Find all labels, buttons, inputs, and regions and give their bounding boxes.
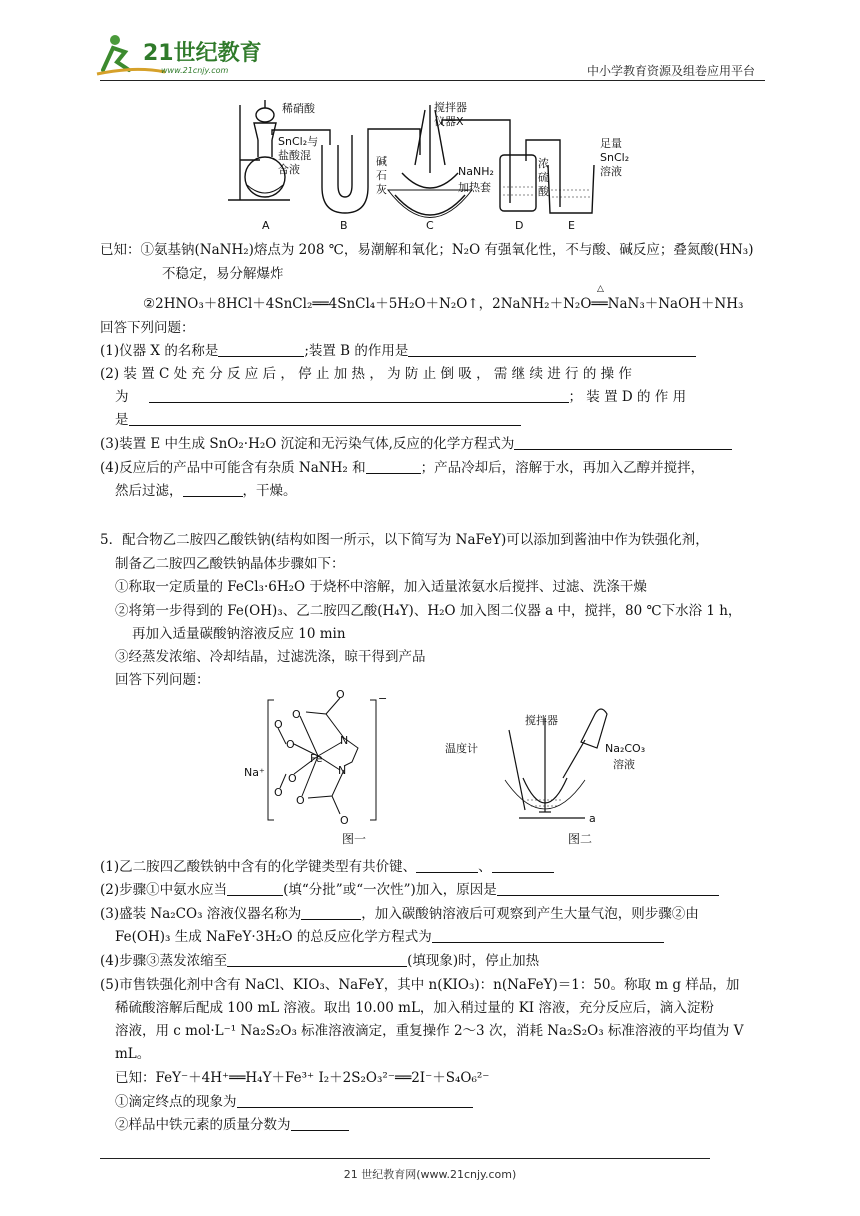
q4-p2-text-d: 是	[115, 412, 129, 428]
q4-part4a	[100, 458, 770, 478]
q4-p2-text-b: 为	[115, 389, 129, 405]
fig1-charge: −	[378, 692, 388, 705]
header-platform-text: 中小学教育资源及组卷应用平台	[586, 64, 755, 78]
label-b: B	[340, 219, 348, 232]
label-excess: 足量	[600, 137, 622, 150]
label-hno3: 稀硝酸	[282, 102, 315, 115]
fig2-label-a: a	[589, 812, 596, 825]
fig2-na2co3: Na₂CO₃	[605, 742, 646, 755]
q5-part1	[100, 857, 770, 877]
q4-p3-text: (3)装置 E 中生成 SnO₂·H₂O 沉淀和无污染气体,反应的化学方程式为	[100, 436, 515, 452]
q5-part3a	[100, 904, 770, 924]
q5-sub1	[115, 1092, 785, 1112]
q5-part5d: mL。	[115, 1046, 151, 1062]
q4-p1-text-b: ;装置 B 的作用是	[304, 343, 409, 359]
q4-p2-text-c: ； 装 置 D 的 作 用	[568, 389, 687, 405]
fig1-o-1: O	[292, 708, 301, 721]
label-h2so4: 浓	[538, 157, 549, 170]
q5-known: 已知：FeY⁻＋4H⁺══H₄Y＋Fe³⁺ I₂＋2S₂O₃²⁻══2I⁻＋S₄O₆²⁻	[115, 1070, 490, 1086]
blank-q5-5b[interactable]	[291, 1116, 349, 1131]
blank-q4-1b[interactable]	[408, 342, 696, 357]
q4-part2b	[115, 387, 785, 407]
q4-prompt: 回答下列问题：	[100, 320, 195, 336]
blank-q4-3[interactable]	[514, 435, 732, 450]
q4-part4b	[115, 481, 785, 501]
fig2-thermometer: 温度计	[445, 742, 478, 755]
label-e: E	[568, 219, 575, 232]
heat-mark: △	[597, 284, 604, 294]
figure-2-apparatus	[445, 700, 685, 830]
logo-text: 21世纪教育	[143, 41, 262, 66]
q5-prompt: 回答下列问题：	[115, 672, 210, 688]
fig1-na: Na⁺	[244, 766, 265, 779]
q5-p4-text-a: (4)步骤③蒸发浓缩至	[100, 953, 228, 969]
footer-text: 21 世纪教育网(www.21cnjy.com)	[343, 1168, 517, 1181]
q4-p1-text-a: (1)仪器 X 的名称是	[100, 343, 219, 359]
label-d: D	[515, 219, 524, 232]
q5-p3-text-a: (3)盛装 Na₂CO₃ 溶液仪器名称为	[100, 906, 302, 922]
label-sncl2-mix: SnCl₂与	[278, 135, 319, 148]
blank-q5-1a[interactable]	[416, 858, 478, 873]
q5-part5c: 溶液，用 c mol·L⁻¹ Na₂S₂O₃ 标准溶液滴定，重复操作 2～3 次，消耗 Na₂S₂O₃ 标准溶液的平均值为 V	[115, 1023, 744, 1039]
blank-q4-4a[interactable]	[366, 459, 421, 474]
q5-part2	[100, 880, 770, 900]
blank-q4-1a[interactable]	[218, 342, 304, 357]
figure-2-caption: 图二	[568, 832, 593, 846]
logo-url: www.21cnjy.com	[161, 66, 229, 75]
label-excess-2: SnCl₂	[600, 151, 630, 164]
q4-part2c	[115, 410, 785, 430]
fig1-n-2: N	[338, 764, 347, 777]
q5-step2b: 再加入适量碳酸钠溶液反应 10 min	[132, 626, 346, 642]
blank-q5-3b[interactable]	[432, 928, 664, 943]
label-nanh2: NaNH₂	[458, 165, 494, 178]
q4-known2	[143, 294, 813, 314]
q5-part3b	[115, 927, 785, 947]
blank-q4-4b[interactable]	[183, 482, 243, 497]
apparatus-diagram	[220, 95, 660, 235]
q4-p4-text-a: (4)反应后的产品中可能含有杂质 NaNH₂ 和	[100, 460, 366, 476]
fig1-o-5: O	[274, 718, 283, 731]
label-h2so4-3: 酸	[538, 185, 549, 198]
blank-q5-2a[interactable]	[227, 881, 283, 896]
q5-sub2-text: ②样品中铁元素的质量分数为	[115, 1117, 291, 1133]
blank-q4-2b[interactable]	[129, 411, 521, 426]
label-soda-lime-2: 石	[376, 169, 387, 182]
q4-known1a: 已知：①氨基钠(NaNH₂)熔点为 208 ℃，易潮解和氧化；N₂O 有强氧化性，不与酸、碱反应；叠氮酸(HN₃)	[100, 242, 754, 258]
fig1-o-2: O	[286, 738, 295, 751]
q5-step2a: ②将第一步得到的 Fe(OH)₃、乙二胺四乙酸(H₄Y)、H₂O 加入图二仪器 a 中，搅拌，80 ℃下水浴 1 h，	[115, 603, 742, 619]
q5-intro2: 制备乙二胺四乙酸铁钠晶体步骤如下：	[115, 556, 345, 572]
q5-p1-sep: 、	[478, 859, 492, 875]
footer-rule	[100, 1158, 710, 1159]
fig1-o-top: O	[336, 688, 345, 701]
q4-p4-text-d: ，干燥。	[242, 483, 297, 499]
figure-1-structure	[240, 688, 400, 828]
fig1-o-3: O	[288, 772, 297, 785]
q4-known1b: 不稳定，易分解爆炸	[162, 266, 284, 282]
blank-q5-5a[interactable]	[237, 1093, 473, 1108]
q5-p3-text-b: ，加入碳酸钠溶液后可观察到产生大量气泡，则步骤②由	[361, 906, 699, 922]
q4-part1	[100, 341, 770, 361]
label-heater: 加热套	[458, 181, 491, 194]
label-soda-lime: 碱	[376, 155, 387, 168]
logo	[95, 30, 265, 80]
q5-p2-text-b: (填“分批”或“一次性”)加入，原因是	[283, 882, 497, 898]
fig1-n-1: N	[340, 734, 349, 747]
q5-part5a: (5)市售铁强化剂中含有 NaCl、KIO₃、NaFeY，其中 n(KIO₃)：n(NaFeY)＝1：50。称取 m g 样品，加	[100, 977, 740, 993]
fig1-fe: Fe	[310, 752, 323, 765]
label-stirrer: 搅拌器	[434, 101, 467, 114]
q5-sub2	[115, 1115, 785, 1135]
q5-p3-text-c: Fe(OH)₃ 生成 NaFeY·3H₂O 的总反应化学方程式为	[115, 929, 432, 945]
q5-part5b: 稀硫酸溶解后配成 100 mL 溶液。取出 10.00 mL，加入稍过量的 KI 溶液，充分反应后，滴入淀粉	[115, 1000, 714, 1016]
blank-q4-2a[interactable]	[149, 388, 569, 403]
fig1-o-bottom: O	[340, 814, 349, 827]
q5-p2-text-a: (2)步骤①中氨水应当	[100, 882, 228, 898]
label-c: C	[426, 219, 434, 232]
blank-q5-4[interactable]	[227, 952, 407, 967]
q5-p4-text-b: (填现象)时，停止加热	[407, 953, 540, 969]
q5-p1-text: (1)乙二胺四乙酸铁钠中含有的化学键类型有共价键、	[100, 859, 417, 875]
fig1-o-6: O	[274, 786, 283, 799]
q5-intro1: 5．配合物乙二胺四乙酸铁钠(结构如图一所示，以下简写为 NaFeY)可以添加到酱油中作为铁强化剂，	[100, 532, 709, 548]
blank-q5-1b[interactable]	[492, 858, 554, 873]
label-excess-3: 溶液	[600, 165, 622, 178]
fig2-stirrer: 搅拌器	[525, 714, 558, 727]
q4-equations: ②2HNO₃＋8HCl＋4SnCl₂══4SnCl₄＋5H₂O＋N₂O↑，2NaNH₂＋N₂O══NaN₃＋NaOH＋NH₃	[143, 296, 744, 312]
blank-q5-3a[interactable]	[301, 905, 361, 920]
q4-part3	[100, 434, 770, 454]
fig1-o-4: O	[296, 794, 305, 807]
label-sncl2-mix-3: 合液	[278, 163, 300, 176]
label-soda-lime-3: 灰	[376, 183, 387, 196]
q5-sub1-text: ①滴定终点的现象为	[115, 1094, 237, 1110]
label-sncl2-mix-2: 盐酸混	[278, 149, 311, 162]
fig2-solution: 溶液	[613, 758, 635, 771]
q5-part4	[100, 951, 770, 971]
header-rule	[100, 80, 765, 81]
q4-p4-text-b: ；产品冷却后，溶解于水，再加入乙醇并搅拌，	[420, 460, 705, 476]
q4-p4-text-c: 然后过滤，	[115, 483, 183, 499]
blank-q5-2b[interactable]	[497, 881, 719, 896]
q5-step3: ③经蒸发浓缩、冷却结晶，过滤洗涤，晾干得到产品	[115, 649, 426, 665]
q4-part2a: (2) 装 置 C 处 充 分 反 应 后 ， 停 止 加 热 ， 为 防 止 倒 吸 ， 需 继 续 进 行 的 操 作	[100, 366, 632, 382]
label-a: A	[262, 219, 270, 232]
label-h2so4-2: 硫	[538, 171, 549, 184]
label-instrument-x: 仪器X	[434, 115, 464, 128]
q5-step1: ①称取一定质量的 FeCl₃·6H₂O 于烧杯中溶解，加入适量浓氨水后搅拌、过滤、洗涤干燥	[115, 579, 647, 595]
figure-1-caption: 图一	[342, 832, 367, 846]
